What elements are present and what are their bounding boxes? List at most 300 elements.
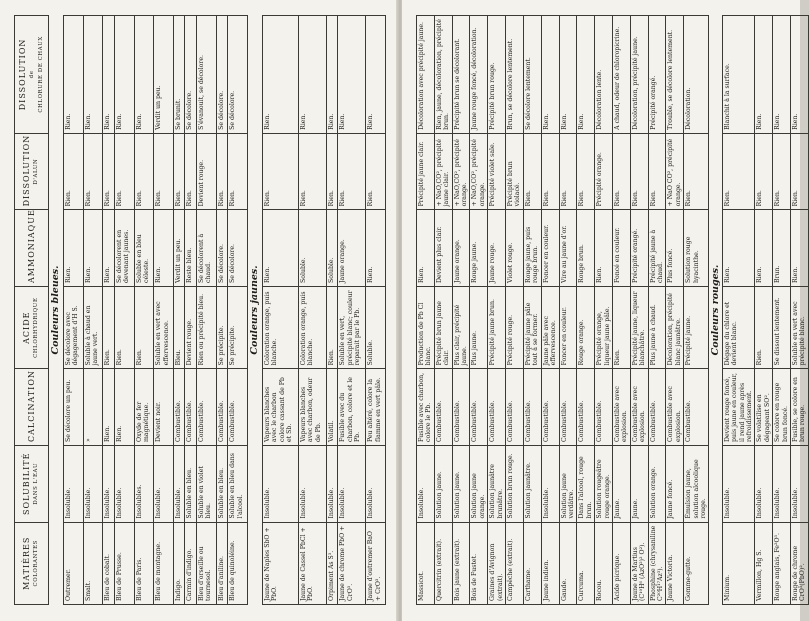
table-row	[134, 16, 154, 605]
cell-acide: Précipité orange, liqueur jaune pâle.	[595, 286, 613, 368]
cell-matiere: Campêche (extrait).	[506, 522, 524, 604]
cell-chlorure: Rien.	[83, 16, 103, 134]
cell-matiere: Bleu de Paris.	[134, 522, 154, 604]
cell-ammoniaque: Rouge brun.	[577, 210, 595, 287]
cell-acide: Plus clair, précipité jaune.	[452, 286, 470, 368]
cell-solubilite: Solution brun rouge.	[506, 445, 524, 522]
cell-matiere: Bleu de quinoléine.	[228, 522, 248, 604]
cell-matiere: Massicot.	[417, 522, 435, 604]
cell-alun: Rien.	[173, 133, 185, 210]
cell-ammoniaque: Soluble.	[298, 210, 326, 287]
cell-acide: Devient rouge.	[185, 286, 197, 368]
table-row	[722, 16, 755, 605]
cell-alun: + NaO CO², précipité orange.	[666, 133, 684, 210]
section-row-jaunes	[247, 16, 262, 605]
cell-calcination: Rien.	[114, 369, 134, 446]
cell-matiere: Bleu de cobalt.	[103, 522, 115, 604]
cell-calcination: »	[83, 369, 103, 446]
cell-chlorure: A chaud, odeur de chloropicrine.	[612, 16, 630, 134]
cell-matiere: Bleu de Prusse.	[114, 522, 134, 604]
cell-alun: Rien.	[541, 133, 559, 210]
cell-chlorure: Rien.	[366, 16, 386, 134]
cell-solubilite: Solution jaune.	[452, 445, 470, 522]
cell-solubilite: Insoluble.	[298, 445, 326, 522]
cell-calcination: Combustible.	[452, 369, 470, 446]
cell-calcination: Combustible.	[470, 369, 488, 446]
cell-chlorure: Rien.	[577, 16, 595, 134]
cell-chlorure: Rien.	[326, 16, 338, 134]
cell-chlorure: Rien, jaune, décoloration, précipité brun.	[434, 16, 452, 134]
cell-chlorure: Rien.	[63, 16, 83, 134]
cell-acide: Se dissout lentement.	[773, 286, 791, 368]
header-ammoniaque: AMMONIAQUE	[15, 210, 49, 287]
cell-calcination: Vapeurs blanches avec le charbon colore cassant de Pb et Sb.	[262, 369, 298, 446]
cell-solubilite: Insoluble.	[154, 445, 174, 522]
cell-acide: Rien.	[326, 286, 338, 368]
cell-alun: Rien.	[523, 133, 541, 210]
cell-solubilite: Insoluble.	[262, 445, 298, 522]
cell-ammoniaque: Rien.	[63, 210, 83, 287]
section-title-bleues: Couleurs bleues.	[49, 16, 64, 605]
cell-calcination: Combustible.	[648, 369, 666, 446]
cell-matiere: Jaune de Naples SbO + PbO.	[262, 522, 298, 604]
cell-acide: Bleu.	[173, 286, 185, 368]
cell-solubilite: Insoluble.	[83, 445, 103, 522]
cell-calcination: Combustible.	[541, 369, 559, 446]
cell-calcination: Combustible.	[228, 369, 248, 446]
cell-alun: Rien.	[577, 133, 595, 210]
cell-ammoniaque: Rien.	[83, 210, 103, 287]
cell-matiere: Rouge de chrome CrO³(PbO)².	[791, 522, 809, 604]
cell-acide: Soluble en vert avec précipité blanc.	[791, 286, 809, 368]
section-row-bleues	[49, 16, 64, 605]
table-row	[506, 16, 524, 605]
cell-ammoniaque: Vire au jaune d'or.	[559, 210, 577, 287]
cell-chlorure: Rien.	[134, 16, 154, 134]
cell-calcination: Combustible.	[559, 369, 577, 446]
table-row	[791, 16, 809, 605]
cell-acide: Soluble.	[366, 286, 386, 368]
cell-solubilite: Soluble en violet bleu.	[196, 445, 216, 522]
table-row	[666, 16, 684, 605]
cell-alun: Rien.	[216, 133, 228, 210]
table-row	[216, 16, 228, 605]
cell-ammoniaque: Rien.	[755, 210, 773, 287]
cell-ammoniaque: Rien.	[262, 210, 298, 287]
cell-chlorure: Précipité brun se décolorant.	[452, 16, 470, 134]
cell-chlorure: Verdit un peu.	[154, 16, 174, 134]
cell-alun: Rien.	[684, 133, 709, 210]
cell-chlorure: S'évanouit, se décolore.	[196, 16, 216, 134]
cell-acide: Précipité jaune pâle tout à se former.	[523, 286, 541, 368]
cell-ammoniaque: Verdit un peu.	[173, 210, 185, 287]
cell-ammoniaque: Se décolorent en devenant jaunes.	[114, 210, 134, 287]
cell-alun: Rien.	[114, 133, 134, 210]
cell-ammoniaque: Se décolore.	[228, 210, 248, 287]
header-acide: ACIDE CHLORHYDRIQUE	[15, 286, 49, 368]
cell-acide: Rien ou précipité bleu.	[196, 286, 216, 368]
table-row	[83, 16, 103, 605]
cell-solubilite: Solution orange.	[648, 445, 666, 522]
cell-calcination: Rien.	[103, 369, 115, 446]
table-row	[434, 16, 452, 605]
cell-ammoniaque: Solution rouge hyacinthe.	[684, 210, 709, 287]
table-row	[612, 16, 630, 605]
cell-solubilite: Solution jaune orange.	[470, 445, 488, 522]
cell-acide: Rouge orange.	[577, 286, 595, 368]
cell-chlorure: Décoloration avec précipité jaune.	[417, 16, 435, 134]
cell-solubilite: Jaune.	[630, 445, 648, 522]
cell-acide: Rien.	[755, 286, 773, 368]
cell-alun: Rien.	[612, 133, 630, 210]
cell-matiere: Jaune d'outremer BaO + CrO³.	[366, 522, 386, 604]
table-row	[173, 16, 185, 605]
cell-calcination: Combustible avec explosion.	[612, 369, 630, 446]
table-row	[541, 16, 559, 605]
cell-calcination: Combustible.	[523, 369, 541, 446]
cell-ammoniaque: Plus foncé.	[666, 210, 684, 287]
cell-matiere: Bois de Fustet.	[470, 522, 488, 604]
cell-alun: Rien.	[262, 133, 298, 210]
cell-ammoniaque: Foncé en couleur.	[612, 210, 630, 287]
cell-acide: Soluble en vert avec effervescence.	[154, 286, 174, 368]
table-row	[63, 16, 83, 605]
cell-solubilite: Soluble en bleu.	[185, 445, 197, 522]
cell-ammoniaque: Se décolore.	[216, 210, 228, 287]
cell-chlorure: Décoloration, précipité jaune.	[630, 16, 648, 134]
cell-solubilite: Émulsion jaune, solution alcoolique rouge.	[684, 445, 709, 522]
cell-matiere: Jaune Victoria.	[666, 522, 684, 604]
cell-chlorure: Se décolore.	[216, 16, 228, 134]
cell-solubilite: Soluble en bleu dans l'alcool.	[228, 445, 248, 522]
cell-alun: + NaO,CO², précipité orange.	[470, 133, 488, 210]
cell-matiere: Curcuma.	[577, 522, 595, 604]
cell-matiere: Rouge anglais, Fe²O³.	[773, 522, 791, 604]
cell-calcination: Combustible.	[577, 369, 595, 446]
table-row	[577, 16, 595, 605]
cell-ammoniaque: Reste bleu.	[185, 210, 197, 287]
cell-solubilite: Insoluble.	[114, 445, 134, 522]
table-row	[154, 16, 174, 605]
header-solubilite: SOLUBILITÉ DANS L'EAU	[15, 445, 49, 522]
cell-acide: Rien.	[103, 286, 115, 368]
table-row	[523, 16, 541, 605]
cell-matiere: Quercitrin (extrait).	[434, 522, 452, 604]
cell-alun: Rien.	[185, 133, 197, 210]
cell-solubilite: Solution jaune verdâtre.	[559, 445, 577, 522]
cell-alun: Rien.	[755, 133, 773, 210]
cell-chlorure: Se décolore.	[228, 16, 248, 134]
section-title-rouges: Couleurs rouges.	[709, 16, 722, 605]
cell-alun: Rien.	[722, 133, 755, 210]
cell-alun: Rien.	[773, 133, 791, 210]
cell-matiere: Gaude.	[559, 522, 577, 604]
table-row	[326, 16, 338, 605]
cell-calcination: Combustible.	[434, 369, 452, 446]
cell-alun: Rien.	[326, 133, 338, 210]
cell-calcination: Combustible.	[684, 369, 709, 446]
cell-solubilite: Solution rougeâtre rouge orange.	[595, 445, 613, 522]
table-row	[114, 16, 134, 605]
cell-chlorure: Se décolore.	[185, 16, 197, 134]
table-row	[630, 16, 648, 605]
cell-matiere: Vermillon, Hg S.	[755, 522, 773, 604]
cell-matiere: Bleu de montagne.	[154, 522, 174, 604]
table-row	[338, 16, 366, 605]
cell-acide: Précipité rouge.	[506, 286, 524, 368]
cell-matiere: Acide picrique.	[612, 522, 630, 604]
cell-calcination: Vapeurs blanches avec charbon, odeur de Pb.	[298, 369, 326, 446]
cell-ammoniaque: Brun.	[773, 210, 791, 287]
cell-solubilite: Insoluble.	[338, 445, 366, 522]
cell-ammoniaque: Rien.	[595, 210, 613, 287]
cell-matiere: Indigo.	[173, 522, 185, 604]
cell-acide: Jaune pâle avec effervescence.	[541, 286, 559, 368]
cell-matiere: Rocou.	[595, 522, 613, 604]
cell-matiere: Outremer.	[63, 522, 83, 604]
cell-solubilite: Insolubles.	[134, 445, 154, 522]
cell-solubilite: Insoluble.	[791, 445, 809, 522]
cell-matiere: Jaune indien.	[541, 522, 559, 604]
left-page	[0, 0, 398, 621]
cell-chlorure: Rien.	[755, 16, 773, 134]
cell-calcination: Combustible.	[488, 369, 506, 446]
header-matieres: MATIÈRES COLORANTES	[15, 522, 49, 604]
cell-matiere: Jaune de Cassel PbCl + PbO.	[298, 522, 326, 604]
table-row	[559, 16, 577, 605]
cell-calcination: Combustible.	[173, 369, 185, 446]
cell-alun: Précipité orange.	[595, 133, 613, 210]
cell-chlorure: Rien.	[262, 16, 298, 134]
cell-alun: Rien.	[228, 133, 248, 210]
cell-ammoniaque: Rien.	[722, 210, 755, 287]
cell-alun: Rien.	[298, 133, 326, 210]
cell-ammoniaque: Foncer en couleur.	[541, 210, 559, 287]
left-table	[14, 15, 386, 605]
cell-ammoniaque: Soluble.	[326, 210, 338, 287]
cell-solubilite: Insoluble.	[103, 445, 115, 522]
cell-chlorure: Blanchit à la surface.	[722, 16, 755, 134]
cell-acide: Précipité jaune, liqueur blanchâtre.	[630, 286, 648, 368]
cell-acide: Rien.	[114, 286, 134, 368]
cell-calcination: Fusible avec du charbon, colore et le Pb.	[338, 369, 366, 446]
table-row	[488, 16, 506, 605]
cell-ammoniaque: Précipité jaune à chaud.	[648, 210, 666, 287]
cell-calcination: Combustible.	[196, 369, 216, 446]
table-row	[366, 16, 386, 605]
cell-matiere: Orpiment As S³.	[326, 522, 338, 604]
cell-matiere: Bleu d'orseille ou tournesol.	[196, 522, 216, 604]
cell-alun: Rien.	[63, 133, 83, 210]
cell-solubilite: Jaune foncé.	[666, 445, 684, 522]
cell-matiere: Minium.	[722, 522, 755, 604]
cell-solubilite: Insoluble.	[326, 445, 338, 522]
cell-alun: Rien.	[791, 133, 809, 210]
table-row	[196, 16, 216, 605]
cell-ammoniaque: Jaune orange.	[452, 210, 470, 287]
cell-acide: Rien.	[134, 286, 154, 368]
cell-calcination: Combustible.	[216, 369, 228, 446]
cell-chlorure: Brun, se décolore lentement.	[506, 16, 524, 134]
cell-acide: Dégage du chlore et devient blanc.	[722, 286, 755, 368]
cell-acide: Se précipite.	[216, 286, 228, 368]
cell-acide: Se décolore avec dégagement d'H S.	[63, 286, 83, 368]
cell-chlorure: Rien.	[559, 16, 577, 134]
section-title-jaunes: Couleurs jaunes.	[247, 16, 262, 605]
cell-alun: Rien.	[630, 133, 648, 210]
cell-acide: Rien.	[612, 286, 630, 368]
cell-matiere: Smalt.	[83, 522, 103, 604]
cell-alun: Précipité brun violacé.	[506, 133, 524, 210]
cell-solubilite: Insoluble.	[63, 445, 83, 522]
cell-calcination: Devient rouge foncé, puis jaune en couleur, il rend jaune après refroidissement.	[722, 369, 755, 446]
cell-alun: Rien.	[83, 133, 103, 210]
table-row	[648, 16, 666, 605]
table-row	[470, 16, 488, 605]
cell-chlorure: Se brunit.	[173, 16, 185, 134]
cell-alun: Rien.	[134, 133, 154, 210]
cell-acide: Précipité jaune.	[684, 286, 709, 368]
cell-solubilite: Insoluble.	[722, 445, 755, 522]
cell-ammoniaque: Rouge jaune.	[470, 210, 488, 287]
cell-calcination: Peu altéré, colore la flamme en vert pâle.	[366, 369, 386, 446]
cell-acide: Production de Pb Cl blanc.	[417, 286, 435, 368]
right-page	[402, 0, 807, 621]
cell-calcination: Se décolore un peu.	[63, 369, 83, 446]
cell-solubilite: Solution jaunâtre brunâtre.	[488, 445, 506, 522]
table-row	[298, 16, 326, 605]
cell-alun: Rien.	[648, 133, 666, 210]
cell-chlorure: Précipité orangé.	[648, 16, 666, 134]
cell-solubilite: Solution jaune.	[434, 445, 452, 522]
cell-solubilite: Insoluble.	[773, 445, 791, 522]
table-row	[417, 16, 435, 605]
table-row	[684, 16, 709, 605]
cell-calcination: Devient noir.	[154, 369, 174, 446]
right-table-body	[417, 16, 809, 605]
cell-solubilite: Soluble en bleu.	[216, 445, 228, 522]
cell-calcination: Combustible.	[506, 369, 524, 446]
header-alun: DISSOLUTION D'ALUN	[15, 133, 49, 210]
cell-acide: Soluble à chaud en jaune vert.	[83, 286, 103, 368]
cell-matiere: Gomme-gutte.	[684, 522, 709, 604]
cell-matiere: Graines d'Avignon (extrait).	[488, 522, 506, 604]
left-table-body	[49, 16, 386, 605]
cell-acide: Se précipite.	[228, 286, 248, 368]
cell-matiere: Phosphine (chrysaniline C²⁰H¹⁷Az³).	[648, 522, 666, 604]
cell-ammoniaque: Rouge jaune, puis rouge brun.	[523, 210, 541, 287]
cell-chlorure: Rien.	[114, 16, 134, 134]
cell-calcination: Volatil.	[326, 369, 338, 446]
cell-ammoniaque: Jaune rouge.	[488, 210, 506, 287]
cell-chlorure: Jaune rouge foncé, décoloration.	[470, 16, 488, 134]
cell-chlorure: Décoloration.	[684, 16, 709, 134]
right-table	[416, 15, 809, 605]
cell-solubilite: Dans l'alcool, rouge brun.	[577, 445, 595, 522]
cell-chlorure: Décoloration lente.	[595, 16, 613, 134]
cell-acide: Plus jaune à chaud.	[648, 286, 666, 368]
cell-solubilite: Insoluble.	[541, 445, 559, 522]
header-chlorure: DISSOLUTION de CHLORURE DE CHAUX	[15, 16, 49, 134]
cell-alun: Rien.	[559, 133, 577, 210]
cell-alun: Rien.	[366, 133, 386, 210]
right-table-rotated	[416, 15, 807, 605]
cell-solubilite: Insoluble.	[173, 445, 185, 522]
cell-solubilite: Insoluble.	[417, 445, 435, 522]
cell-chlorure: Précipité brun rouge.	[488, 16, 506, 134]
cell-chlorure: Rien.	[338, 16, 366, 134]
header-row	[15, 16, 49, 605]
table-row	[228, 16, 248, 605]
left-table-rotated	[14, 15, 386, 605]
cell-acide: Soluble en vert, précipité blanc; couleur reparait par le Pb.	[338, 286, 366, 368]
cell-calcination: Combustible avec explosion.	[666, 369, 684, 446]
cell-alun: + NaO,CO², précipité orange.	[452, 133, 470, 210]
cell-chlorure: Rien.	[773, 16, 791, 134]
cell-acide: Coloration orange, puis blanche.	[298, 286, 326, 368]
cell-acide: Décoloration, précipité blanc jaunâtre.	[666, 286, 684, 368]
cell-chlorure: Trouble, se décolore lentement.	[666, 16, 684, 134]
cell-alun: Rien.	[103, 133, 115, 210]
table-row	[262, 16, 298, 605]
cell-chlorure: Rien.	[791, 16, 809, 134]
cell-calcination: Combustible.	[595, 369, 613, 446]
cell-ammoniaque: Rien.	[366, 210, 386, 287]
cell-solubilite: Jaune.	[612, 445, 630, 522]
cell-acide: Précipité brun jaune clair.	[434, 286, 452, 368]
table-row	[773, 16, 791, 605]
cell-alun: Rien.	[154, 133, 174, 210]
table-row	[595, 16, 613, 605]
cell-calcination: Fusible, se colore en brun rouge.	[791, 369, 809, 446]
cell-matiere: Bois jaune (extrait).	[452, 522, 470, 604]
table-row	[103, 16, 115, 605]
cell-calcination: Se volatilise en dégageant SO².	[755, 369, 773, 446]
cell-alun: Rien.	[338, 133, 366, 210]
cell-matiere: Carmin d'indigo.	[185, 522, 197, 604]
cell-acide: Coloration orange, puis blanche.	[262, 286, 298, 368]
cell-solubilite: Insoluble.	[755, 445, 773, 522]
cell-calcination: Combustible.	[185, 369, 197, 446]
section-row-rouges	[709, 16, 722, 605]
cell-chlorure: Rien.	[103, 16, 115, 134]
cell-ammoniaque: Soluble en bleu céleste.	[134, 210, 154, 287]
cell-chlorure: Rien.	[298, 16, 326, 134]
cell-solubilite: Insoluble.	[366, 445, 386, 522]
cell-matiere: Jaune de Martius (C¹⁰H⁶ (AzO²)² O²).	[630, 522, 648, 604]
cell-matiere: Jaune de chrome PbO + CrO³.	[338, 522, 366, 604]
cell-acide: Plus jaune.	[470, 286, 488, 368]
cell-matiere: Bleu d'aniline.	[216, 522, 228, 604]
cell-acide: Foncer en couleur.	[559, 286, 577, 368]
cell-alun: Précipité jaune clair.	[417, 133, 435, 210]
table-row	[185, 16, 197, 605]
cell-calcination: Se colore en rouge brun foncé.	[773, 369, 791, 446]
cell-calcination: Combustible avec explosion.	[630, 369, 648, 446]
cell-alun: Précipité violet sale.	[488, 133, 506, 210]
cell-matiere: Carthame.	[523, 522, 541, 604]
header-calcination: CALCINATION	[15, 369, 49, 446]
cell-chlorure: Se décolore lentement.	[523, 16, 541, 134]
cell-ammoniaque: Rien.	[103, 210, 115, 287]
cell-alun: Devient rouge.	[196, 133, 216, 210]
cell-alun: + NaO,CO², précipité jaune clair.	[434, 133, 452, 210]
cell-ammoniaque: Se décolorent à chaud.	[196, 210, 216, 287]
cell-ammoniaque: Jaune orange.	[338, 210, 366, 287]
cell-ammoniaque: Rien.	[791, 210, 809, 287]
cell-acide: Précipité jaune brun.	[488, 286, 506, 368]
table-row	[452, 16, 470, 605]
